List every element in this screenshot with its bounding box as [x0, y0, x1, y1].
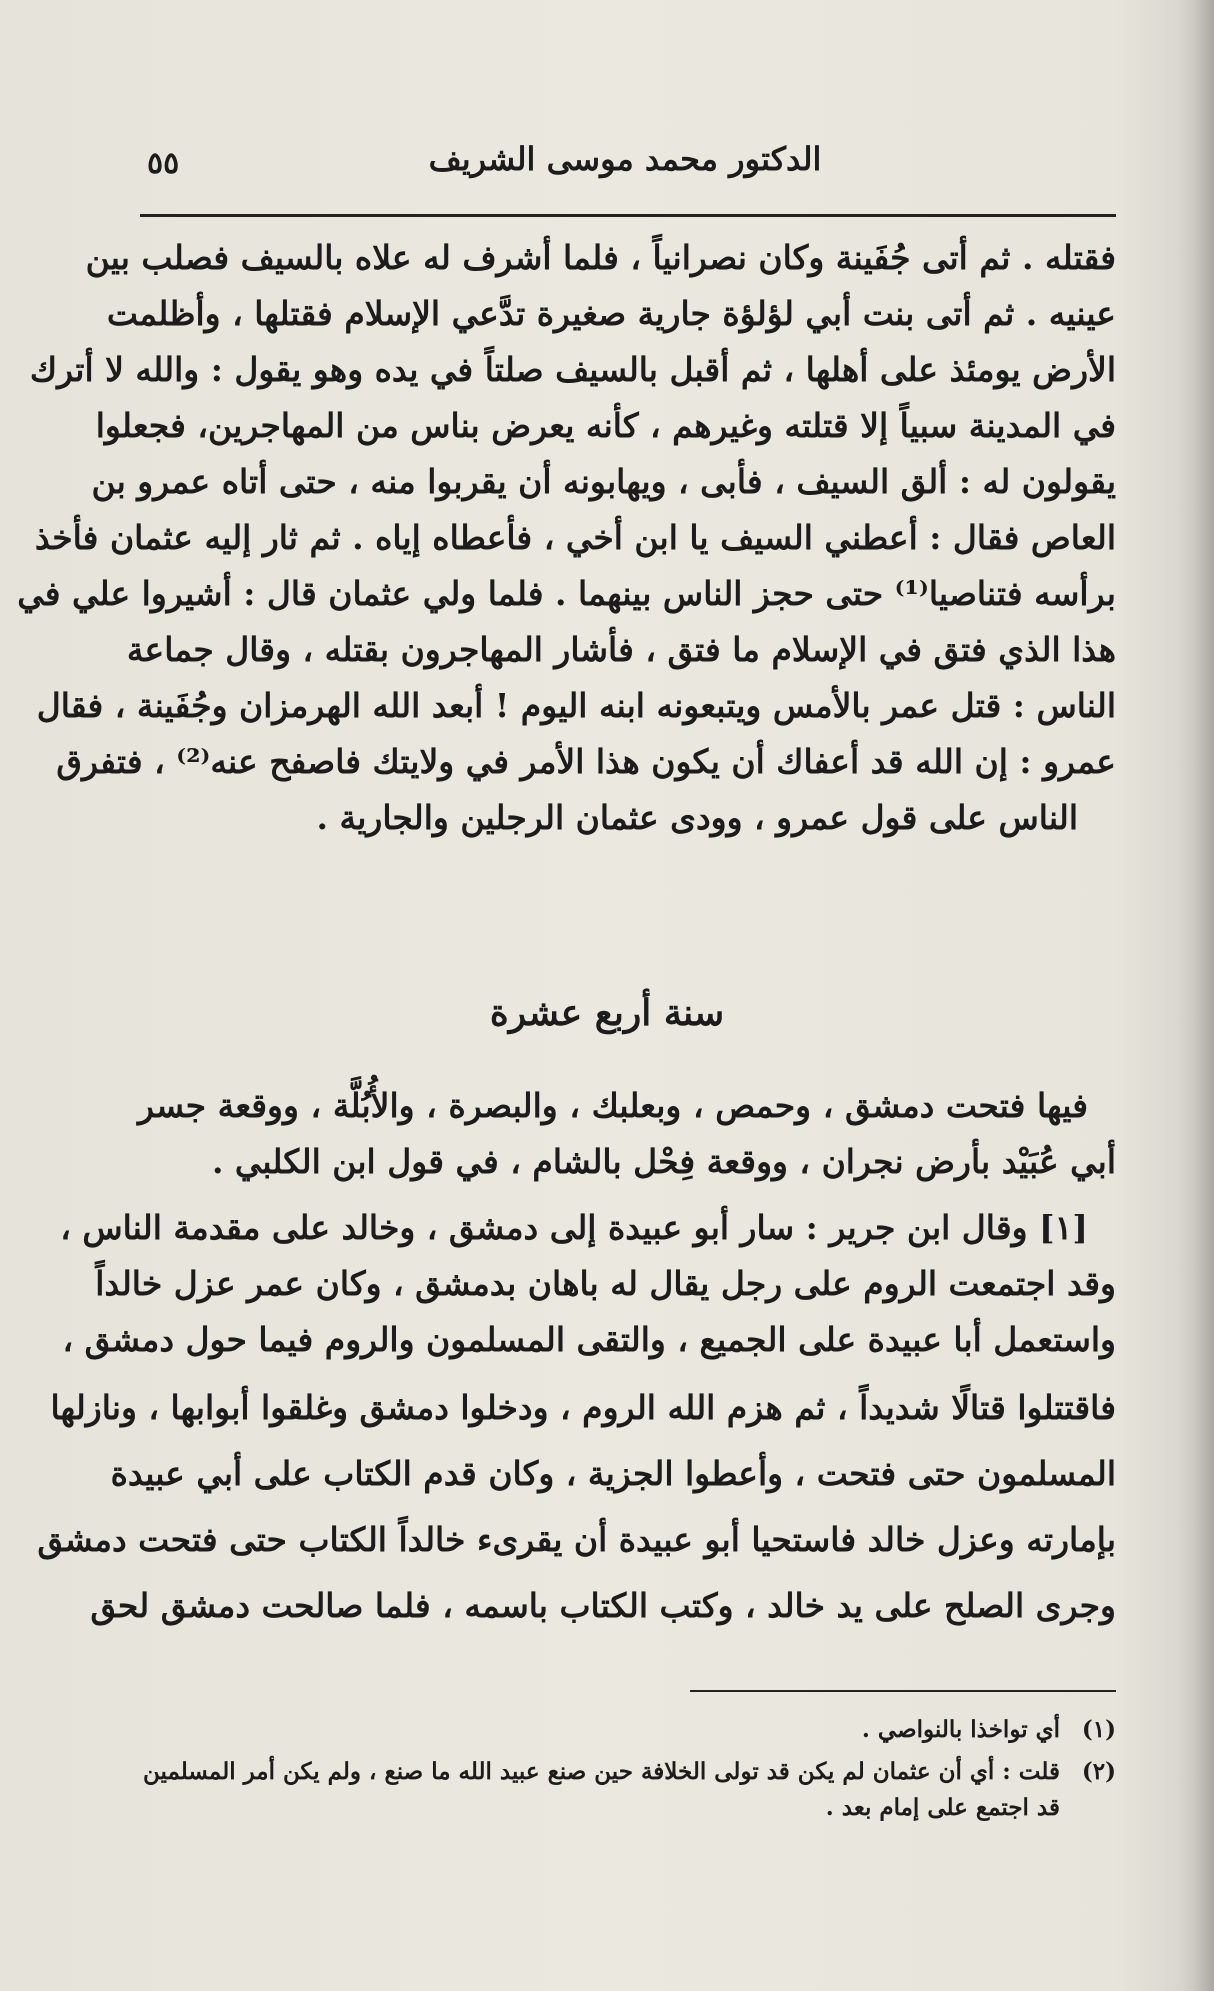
text-line: عمرو : إن الله قد أعفاك أن يكون هذا الأمر في ولايتك فاصفح عنه⁽²⁾ ، فتفرق: [56, 742, 1116, 781]
text-line: أبي عُبَيْد بأرض نجران ، ووقعة فِحْل بالشام ، في قول ابن الكلبي .: [211, 1142, 1116, 1181]
text-line: فقتله . ثم أتى جُفَينة وكان نصرانياً ، فلما أشرف له علاه بالسيف فصلب بين: [85, 238, 1116, 277]
footnote: [138, 1756, 1116, 1788]
footnote-number: (١): [1081, 1716, 1116, 1743]
text-line: فاقتتلوا قتالًا شديداً ، ثم هزم الله الروم ، ودخلوا دمشق وغلقوا أبوابها ، ونازلها: [50, 1388, 1116, 1427]
header-title: الدكتور محمد موسى الشريف: [428, 140, 822, 178]
footnote: [138, 1714, 1116, 1746]
text-line: فيها فتحت دمشق ، وحمص ، وبعلبك ، والبصرة ، والأُبُلَّة ، ووقعة جسر: [138, 1086, 1088, 1125]
text-line: الأرض يومئذ على أهلها ، ثم أقبل بالسيف صلتاً في يده وهو يقول : والله لا أترك: [29, 350, 1116, 389]
text-line: الناس على قول عمرو ، وودى عثمان الرجلين والجارية .: [316, 798, 1078, 837]
text-line: عينيه . ثم أتى بنت أبي لؤلؤة جارية صغيرة تدَّعي الإسلام فقتلها ، وأظلمت: [106, 294, 1116, 333]
footnote-continuation: [138, 1792, 1116, 1824]
footnote-text: قلت : أي أن عثمان لم يكن قد تولى الخلافة حين صنع عبيد الله ما صنع ، ولم يكن أمر المسلمين: [143, 1758, 1060, 1785]
page-number: ٥٥: [147, 146, 180, 181]
text-line: الناس : قتل عمر بالأمس ويتبعونه ابنه اليوم ! أبعد الله الهرمزان وجُفَينة ، فقال: [36, 686, 1116, 725]
header-rule: [140, 214, 1116, 217]
text-line: وجرى الصلح على يد خالد ، وكتب الكتاب باسمه ، فلما صالحت دمشق لحق: [90, 1586, 1116, 1625]
text-line: [١] وقال ابن جرير : سار أبو عبيدة إلى دمشق ، وخالد على مقدمة الناس ،: [60, 1208, 1088, 1247]
footnote-rule: [690, 1690, 1116, 1692]
text-line: هذا الذي فتق في الإسلام ما فتق ، فأشار المهاجرون بقتله ، وقال جماعة: [126, 630, 1116, 669]
text-line: في المدينة سبياً إلا قتلته وغيرهم ، كأنه يعرض بناس من المهاجرين، فجعلوا: [95, 406, 1116, 445]
text-line: يقولون له : ألق السيف ، فأبى ، ويهابونه أن يقربوا منه ، حتى أتاه عمرو بن: [91, 462, 1116, 501]
footnote-text: أي تواخذا بالنواصي .: [861, 1716, 1060, 1743]
text-line: العاص فقال : أعطني السيف يا ابن أخي ، فأعطاه إياه . ثم ثار إليه عثمان فأخذ: [34, 518, 1116, 557]
footnote-number: (٢): [1081, 1758, 1116, 1785]
running-header: [135, 140, 1115, 190]
text-line: واستعمل أبا عبيدة على الجميع ، والتقى المسلمون والروم فيما حول دمشق ،: [62, 1320, 1116, 1359]
text-line: برأسه فتناصيا⁽¹⁾ حتى حجز الناس بينهما . فلما ولي عثمان قال : أشيروا علي في: [17, 574, 1116, 613]
text-line: المسلمون حتى فتحت ، وأعطوا الجزية ، وكان قدم الكتاب على أبي عبيدة: [110, 1454, 1116, 1493]
text-line: وقد اجتمعت الروم على رجل يقال له باهان بدمشق ، وكان عمر عزل خالداً: [95, 1264, 1116, 1303]
text-line: بإمارته وعزل خالد فاستحيا أبو عبيدة أن يقرىء خالداً الكتاب حتى فتحت دمشق: [37, 1520, 1116, 1559]
section-heading: سنة أربع عشرة: [489, 992, 725, 1034]
footnote-text: قد اجتمع على إمام بعد .: [825, 1794, 1060, 1821]
